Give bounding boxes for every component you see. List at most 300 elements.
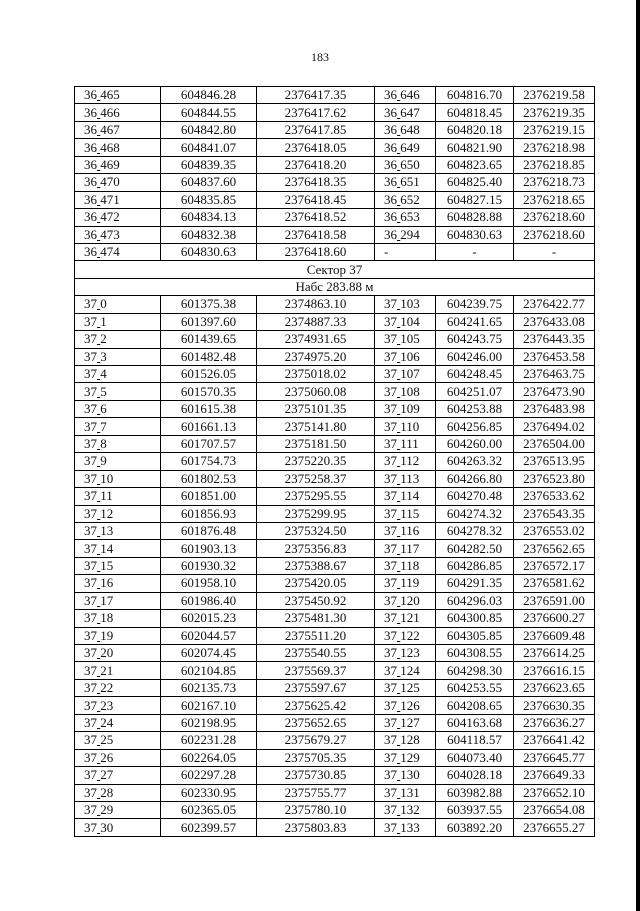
point-sector: 37 <box>84 662 97 678</box>
point-id-cell <box>75 575 161 592</box>
table-row <box>75 383 595 400</box>
y-coordinate-cell: 2376218.73 <box>514 174 595 191</box>
x-coordinate-cell: 603937.55 <box>436 801 514 818</box>
table-row <box>75 714 595 731</box>
point-sector: 37 <box>384 523 397 539</box>
x-coordinate-cell: 601397.60 <box>161 313 257 330</box>
point-number: 16 <box>100 575 114 591</box>
point-sector: 37 <box>384 575 397 591</box>
table-row <box>75 819 595 836</box>
point-number: 106 <box>400 348 420 364</box>
x-coordinate-cell: 602198.95 <box>161 714 257 731</box>
point-sector: 37 <box>84 470 97 486</box>
x-coordinate-cell: 604286.85 <box>436 557 514 574</box>
point-number: 647 <box>400 104 420 120</box>
point-number: 22 <box>100 680 114 696</box>
x-coordinate-cell: 601903.13 <box>161 540 257 557</box>
x-coordinate-cell: 603892.20 <box>436 819 514 836</box>
table-row <box>75 592 595 609</box>
point-id-cell <box>75 610 161 627</box>
y-coordinate-cell: 2375141.80 <box>257 418 375 435</box>
point-number: 122 <box>400 627 420 643</box>
point-number: 28 <box>100 784 114 800</box>
point-number: 6 <box>100 401 107 417</box>
x-coordinate-cell: 604241.65 <box>436 313 514 330</box>
point-sector: 37 <box>384 714 397 730</box>
table-row <box>75 801 595 818</box>
point-number: 25 <box>100 732 114 748</box>
point-number: 127 <box>400 714 420 730</box>
x-coordinate-cell: 604825.40 <box>436 174 514 191</box>
coordinates-table <box>74 86 595 837</box>
y-coordinate-cell: 2375258.37 <box>257 470 375 487</box>
point-id-cell <box>375 749 436 766</box>
point-sector: 37 <box>84 366 97 382</box>
point-number: 133 <box>400 819 420 835</box>
table-row <box>75 732 595 749</box>
point-number: 9 <box>100 453 107 469</box>
x-coordinate-cell: 604816.70 <box>436 87 514 104</box>
table-row <box>75 505 595 522</box>
point-id-cell <box>375 505 436 522</box>
point-number: 652 <box>400 191 420 207</box>
point-id-cell <box>375 313 436 330</box>
point-id-cell <box>75 592 161 609</box>
y-coordinate-cell: 2375803.83 <box>257 819 375 836</box>
y-coordinate-cell: 2376418.20 <box>257 156 375 173</box>
y-coordinate-cell: 2376655.27 <box>514 819 595 836</box>
point-sector: 37 <box>384 401 397 417</box>
x-coordinate-cell: - <box>436 243 514 260</box>
point-number: 123 <box>400 645 420 661</box>
table-row <box>75 348 595 365</box>
y-coordinate-cell: 2376652.10 <box>514 784 595 801</box>
y-coordinate-cell: 2376513.95 <box>514 453 595 470</box>
point-number: 125 <box>400 680 420 696</box>
point-number: 7 <box>100 418 107 434</box>
point-id-cell <box>75 121 161 138</box>
point-number: 24 <box>100 714 114 730</box>
y-coordinate-cell: 2375597.67 <box>257 679 375 696</box>
x-coordinate-cell: 604841.07 <box>161 139 257 156</box>
point-number: 474 <box>100 244 120 260</box>
point-number: 17 <box>100 592 114 608</box>
point-id-cell <box>375 104 436 121</box>
y-coordinate-cell: 2375780.10 <box>257 801 375 818</box>
point-sector: 37 <box>84 819 97 835</box>
table-row <box>75 540 595 557</box>
x-coordinate-cell: 604832.38 <box>161 226 257 243</box>
point-id-cell <box>375 714 436 731</box>
y-coordinate-cell: 2376553.02 <box>514 522 595 539</box>
table-row <box>75 488 595 505</box>
point-id-cell <box>75 296 161 313</box>
y-coordinate-cell: 2376581.62 <box>514 575 595 592</box>
point-id-cell <box>75 767 161 784</box>
y-coordinate-cell: 2376218.60 <box>514 226 595 243</box>
point-number: 128 <box>400 732 420 748</box>
point-id-cell <box>375 331 436 348</box>
y-coordinate-cell: 2376417.62 <box>257 104 375 121</box>
x-coordinate-cell: 604243.75 <box>436 331 514 348</box>
point-id-cell <box>75 662 161 679</box>
point-sector: 37 <box>384 749 397 765</box>
table-row <box>75 313 595 330</box>
table-row <box>75 174 595 191</box>
point-sector: 37 <box>384 767 397 783</box>
point-number: 653 <box>400 209 420 225</box>
x-coordinate-cell: 604118.57 <box>436 732 514 749</box>
point-number: 0 <box>100 296 107 312</box>
x-coordinate-cell: 602135.73 <box>161 679 257 696</box>
x-coordinate-cell: 604251.07 <box>436 383 514 400</box>
point-id-cell <box>75 209 161 226</box>
y-coordinate-cell: - <box>514 243 595 260</box>
point-sector: 37 <box>84 697 97 713</box>
y-coordinate-cell: 2376219.35 <box>514 104 595 121</box>
y-coordinate-cell: 2376418.05 <box>257 139 375 156</box>
point-id-cell <box>375 366 436 383</box>
point-number: 109 <box>400 401 420 417</box>
x-coordinate-cell: 604828.88 <box>436 209 514 226</box>
point-id-cell <box>375 557 436 574</box>
point-sector: 37 <box>84 714 97 730</box>
point-sector: 37 <box>384 505 397 521</box>
y-coordinate-cell: 2376417.35 <box>257 87 375 104</box>
table-row <box>75 679 595 696</box>
point-id-cell <box>75 383 161 400</box>
point-id-cell <box>75 366 161 383</box>
point-sector: 37 <box>84 627 97 643</box>
y-coordinate-cell: 2376609.48 <box>514 627 595 644</box>
point-number: 472 <box>100 209 120 225</box>
x-coordinate-cell: 604305.85 <box>436 627 514 644</box>
point-number: 649 <box>400 139 420 155</box>
point-sector: 37 <box>84 802 97 818</box>
point-id-cell <box>375 139 436 156</box>
point-sector: 37 <box>384 313 397 329</box>
point-number: 465 <box>100 87 120 103</box>
point-number: 29 <box>100 802 114 818</box>
point-sector: 37 <box>84 749 97 765</box>
x-coordinate-cell: 604820.18 <box>436 121 514 138</box>
x-coordinate-cell: 602015.23 <box>161 610 257 627</box>
x-coordinate-cell: 604839.35 <box>161 156 257 173</box>
y-coordinate-cell: 2375569.37 <box>257 662 375 679</box>
point-sector: 37 <box>84 540 97 556</box>
point-sector: 37 <box>84 575 97 591</box>
point-id-cell <box>375 209 436 226</box>
x-coordinate-cell: 601802.53 <box>161 470 257 487</box>
y-coordinate-cell: 2375420.05 <box>257 575 375 592</box>
point-number: 473 <box>100 226 120 242</box>
point-id-cell <box>75 801 161 818</box>
point-number: 21 <box>100 662 114 678</box>
y-coordinate-cell: 2376418.45 <box>257 191 375 208</box>
y-coordinate-cell: 2375220.35 <box>257 453 375 470</box>
y-coordinate-cell: 2376418.58 <box>257 226 375 243</box>
point-number: 13 <box>100 523 114 539</box>
table-row <box>75 296 595 313</box>
x-coordinate-cell: 602365.05 <box>161 801 257 818</box>
point-id-cell <box>375 645 436 662</box>
x-coordinate-cell: 601615.38 <box>161 400 257 417</box>
point-number: 126 <box>400 697 420 713</box>
x-coordinate-cell: 604163.68 <box>436 714 514 731</box>
point-id-cell <box>375 156 436 173</box>
y-coordinate-cell: 2375101.35 <box>257 400 375 417</box>
point-number: 294 <box>400 226 420 242</box>
x-coordinate-cell: 604300.85 <box>436 610 514 627</box>
point-id-cell <box>75 226 161 243</box>
table-row <box>75 366 595 383</box>
y-coordinate-cell: 2376422.77 <box>514 296 595 313</box>
point-sector: 36 <box>384 104 397 120</box>
x-coordinate-cell: 604834.13 <box>161 209 257 226</box>
point-id-cell <box>375 383 436 400</box>
point-id-cell <box>375 610 436 627</box>
point-sector: - <box>384 244 389 260</box>
point-sector: 37 <box>384 366 397 382</box>
point-id-cell <box>375 470 436 487</box>
point-number: 11 <box>100 488 113 504</box>
point-id-cell <box>375 784 436 801</box>
x-coordinate-cell: 604256.85 <box>436 418 514 435</box>
point-sector: 37 <box>384 592 397 608</box>
x-coordinate-cell: 604246.00 <box>436 348 514 365</box>
point-number: 132 <box>400 802 420 818</box>
x-coordinate-cell: 604291.35 <box>436 575 514 592</box>
point-id-cell <box>75 191 161 208</box>
point-id-cell <box>375 400 436 417</box>
point-number: 20 <box>100 645 114 661</box>
point-sector: 37 <box>84 645 97 661</box>
table-row <box>75 557 595 574</box>
table-row <box>75 418 595 435</box>
point-id-cell <box>75 348 161 365</box>
point-number: 120 <box>400 592 420 608</box>
point-id-cell <box>75 627 161 644</box>
point-sector: 37 <box>384 662 397 678</box>
x-coordinate-cell: 602074.45 <box>161 645 257 662</box>
point-number: 8 <box>100 435 107 451</box>
point-sector: 37 <box>84 505 97 521</box>
point-id-cell <box>375 592 436 609</box>
point-sector: 37 <box>384 540 397 556</box>
point-sector: 37 <box>84 592 97 608</box>
point-id-cell <box>75 435 161 452</box>
point-number: 1 <box>100 313 107 329</box>
point-number: 121 <box>400 610 420 626</box>
point-id-cell <box>375 174 436 191</box>
x-coordinate-cell: 604308.55 <box>436 645 514 662</box>
y-coordinate-cell: 2375481.30 <box>257 610 375 627</box>
table-row <box>75 645 595 662</box>
point-id-cell <box>75 139 161 156</box>
x-coordinate-cell: 602231.28 <box>161 732 257 749</box>
point-number: 124 <box>400 662 420 678</box>
point-number: 117 <box>400 540 420 556</box>
x-coordinate-cell: 601856.93 <box>161 505 257 522</box>
y-coordinate-cell: 2375730.85 <box>257 767 375 784</box>
x-coordinate-cell: 601876.48 <box>161 522 257 539</box>
y-coordinate-cell: 2376641.42 <box>514 732 595 749</box>
y-coordinate-cell: 2376418.60 <box>257 243 375 260</box>
point-sector: 36 <box>84 87 97 103</box>
x-coordinate-cell: 601754.73 <box>161 453 257 470</box>
y-coordinate-cell: 2376218.85 <box>514 156 595 173</box>
point-id-cell <box>75 679 161 696</box>
x-coordinate-cell: 604266.80 <box>436 470 514 487</box>
y-coordinate-cell: 2375181.50 <box>257 435 375 452</box>
x-coordinate-cell: 601570.35 <box>161 383 257 400</box>
point-id-cell <box>375 226 436 243</box>
point-id-cell <box>75 714 161 731</box>
table-row <box>75 243 595 260</box>
table-row <box>75 156 595 173</box>
point-sector: 37 <box>384 348 397 364</box>
sector-height-row <box>75 278 595 295</box>
point-sector: 37 <box>384 435 397 451</box>
point-id-cell <box>375 697 436 714</box>
y-coordinate-cell: 2375060.08 <box>257 383 375 400</box>
point-id-cell <box>375 453 436 470</box>
y-coordinate-cell: 2376219.15 <box>514 121 595 138</box>
x-coordinate-cell: 604208.65 <box>436 697 514 714</box>
point-sector: 36 <box>384 122 397 138</box>
point-sector: 37 <box>84 784 97 800</box>
point-number: 469 <box>100 156 120 172</box>
point-sector: 37 <box>384 418 397 434</box>
x-coordinate-cell: 604827.15 <box>436 191 514 208</box>
x-coordinate-cell: 602167.10 <box>161 697 257 714</box>
y-coordinate-cell: 2375356.83 <box>257 540 375 557</box>
point-number: 651 <box>400 174 420 190</box>
point-id-cell <box>375 540 436 557</box>
point-id-cell <box>375 679 436 696</box>
table-row <box>75 767 595 784</box>
x-coordinate-cell: 601930.32 <box>161 557 257 574</box>
point-sector: 37 <box>384 610 397 626</box>
point-id-cell <box>75 470 161 487</box>
y-coordinate-cell: 2376218.60 <box>514 209 595 226</box>
y-coordinate-cell: 2376523.80 <box>514 470 595 487</box>
point-sector: 36 <box>84 104 97 120</box>
point-id-cell <box>375 627 436 644</box>
x-coordinate-cell: 604274.32 <box>436 505 514 522</box>
point-sector: 37 <box>384 819 397 835</box>
point-sector: 37 <box>384 453 397 469</box>
table-row <box>75 627 595 644</box>
point-id-cell <box>375 488 436 505</box>
point-number: 5 <box>100 383 107 399</box>
table-row <box>75 209 595 226</box>
point-id-cell <box>75 819 161 836</box>
point-number: 468 <box>100 139 120 155</box>
y-coordinate-cell: 2375679.27 <box>257 732 375 749</box>
point-id-cell <box>75 645 161 662</box>
y-coordinate-cell: 2375299.95 <box>257 505 375 522</box>
y-coordinate-cell: 2374887.33 <box>257 313 375 330</box>
point-sector: 37 <box>384 558 397 574</box>
x-coordinate-cell: 601375.38 <box>161 296 257 313</box>
point-number: 650 <box>400 156 420 172</box>
point-number: 131 <box>400 784 420 800</box>
point-number: 108 <box>400 383 420 399</box>
point-number: 467 <box>100 122 120 138</box>
point-sector: 36 <box>84 156 97 172</box>
point-number: 466 <box>100 104 120 120</box>
point-id-cell <box>75 540 161 557</box>
x-coordinate-cell: 604846.28 <box>161 87 257 104</box>
x-coordinate-cell: 602044.57 <box>161 627 257 644</box>
y-coordinate-cell: 2374931.65 <box>257 331 375 348</box>
table-row <box>75 400 595 417</box>
point-number: 26 <box>100 749 114 765</box>
y-coordinate-cell: 2375450.92 <box>257 592 375 609</box>
point-number: 112 <box>400 453 420 469</box>
point-id-cell <box>75 400 161 417</box>
y-coordinate-cell: 2376504.00 <box>514 435 595 452</box>
point-id-cell <box>75 104 161 121</box>
point-sector: 37 <box>384 470 397 486</box>
point-number: 110 <box>400 418 420 434</box>
point-id-cell <box>375 435 436 452</box>
x-coordinate-cell: 601439.65 <box>161 331 257 348</box>
table-row <box>75 226 595 243</box>
y-coordinate-cell: 2376600.27 <box>514 610 595 627</box>
point-number: 103 <box>400 296 420 312</box>
sector-title: Сектор 37 <box>75 261 595 278</box>
x-coordinate-cell: 604844.55 <box>161 104 257 121</box>
y-coordinate-cell: 2376616.15 <box>514 662 595 679</box>
point-id-cell <box>75 488 161 505</box>
y-coordinate-cell: 2374863.10 <box>257 296 375 313</box>
x-coordinate-cell: 604282.50 <box>436 540 514 557</box>
table-row <box>75 610 595 627</box>
point-id-cell <box>75 697 161 714</box>
point-id-cell <box>375 296 436 313</box>
y-coordinate-cell: 2376614.25 <box>514 645 595 662</box>
page-edge <box>636 0 640 911</box>
point-id-cell <box>375 121 436 138</box>
point-id-cell <box>375 732 436 749</box>
table-row <box>75 662 595 679</box>
x-coordinate-cell: 602399.57 <box>161 819 257 836</box>
x-coordinate-cell: 601482.48 <box>161 348 257 365</box>
point-number: 3 <box>100 348 107 364</box>
x-coordinate-cell: 602104.85 <box>161 662 257 679</box>
x-coordinate-cell: 601526.05 <box>161 366 257 383</box>
y-coordinate-cell: 2376473.90 <box>514 383 595 400</box>
point-id-cell <box>75 174 161 191</box>
x-coordinate-cell: 602297.28 <box>161 767 257 784</box>
x-coordinate-cell: 604842.80 <box>161 121 257 138</box>
x-coordinate-cell: 604837.60 <box>161 174 257 191</box>
y-coordinate-cell: 2374975.20 <box>257 348 375 365</box>
point-id-cell <box>375 243 436 260</box>
table-row <box>75 121 595 138</box>
point-sector: 37 <box>384 732 397 748</box>
x-coordinate-cell: 604239.75 <box>436 296 514 313</box>
point-number: 19 <box>100 627 114 643</box>
table-body-top <box>75 87 595 261</box>
y-coordinate-cell: 2376654.08 <box>514 801 595 818</box>
point-number: 18 <box>100 610 114 626</box>
point-number: 12 <box>100 505 114 521</box>
point-sector: 37 <box>84 435 97 451</box>
point-id-cell <box>375 348 436 365</box>
